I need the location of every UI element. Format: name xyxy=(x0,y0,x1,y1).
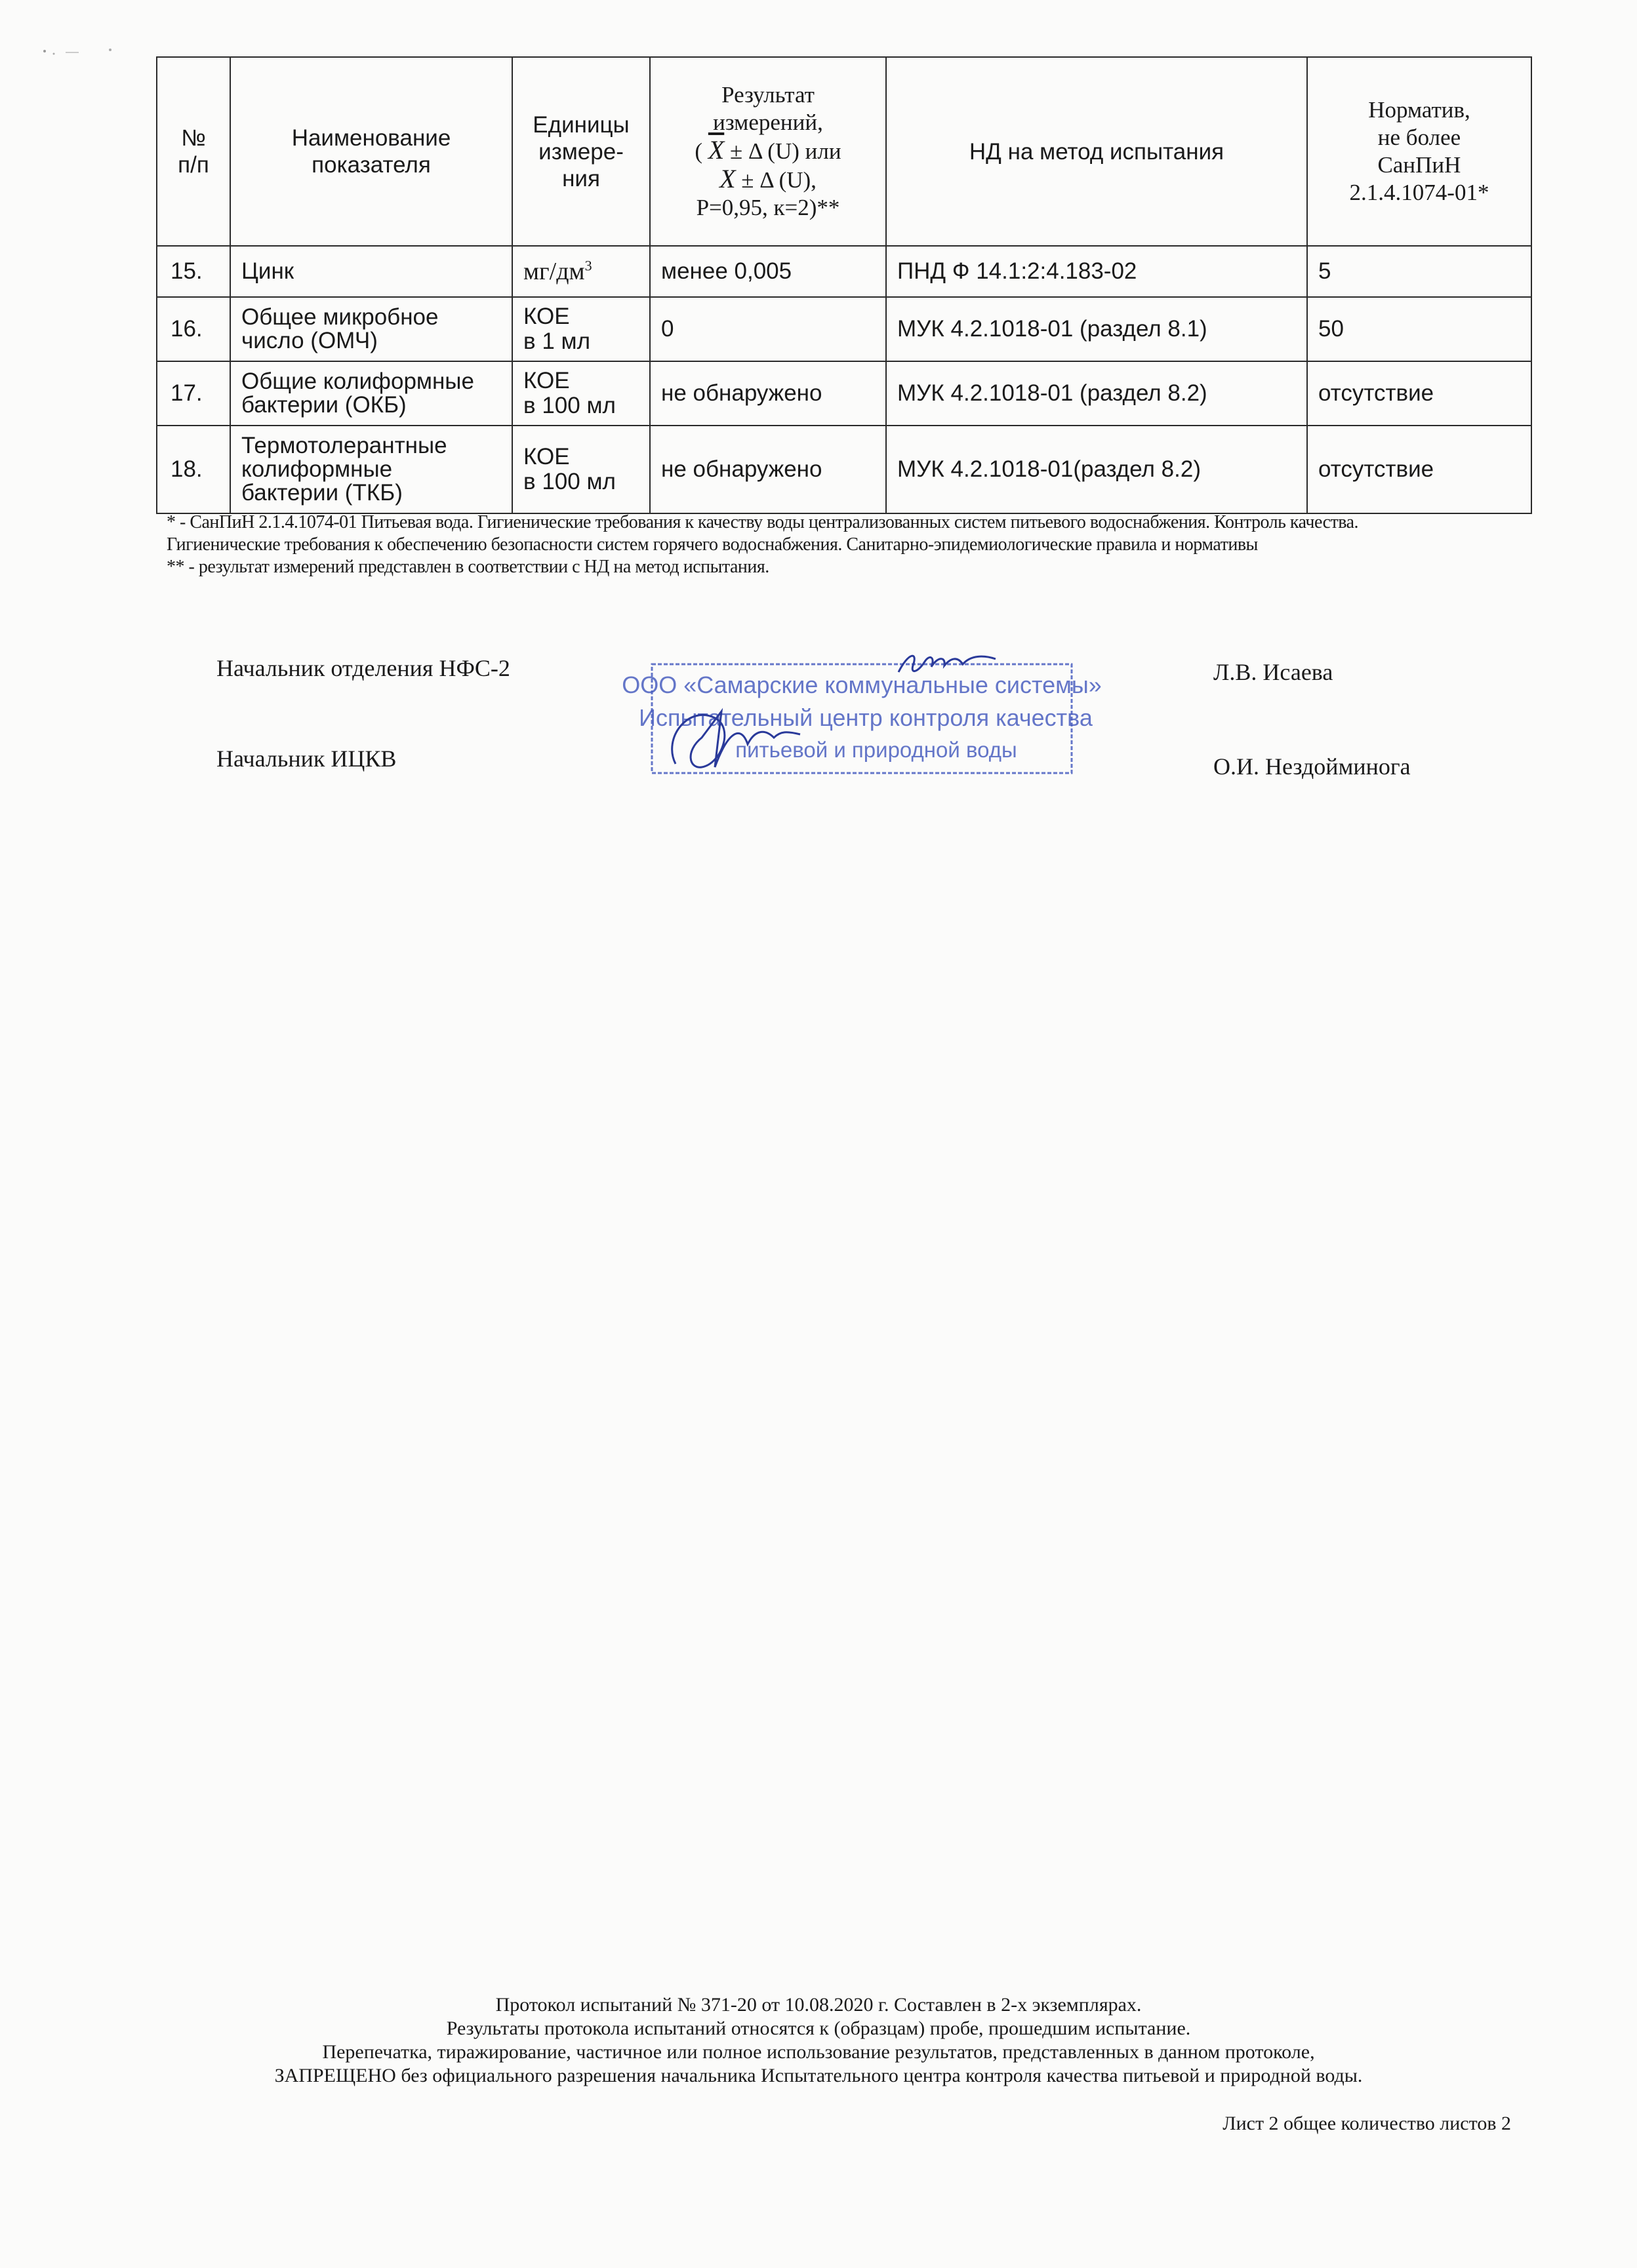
signer-name-nezdoyminoga: О.И. Нездойминога xyxy=(1213,753,1411,780)
row-units: КОЕ в 100 мл xyxy=(512,426,650,513)
row-units: КОЕ в 100 мл xyxy=(512,361,650,426)
signature-isaeva xyxy=(899,656,996,672)
row-num: 17. xyxy=(157,361,230,426)
row-num: 15. xyxy=(157,246,230,297)
row-result: менее 0,005 xyxy=(650,246,886,297)
signer-title-nfs2: Начальник отделения НФС-2 xyxy=(216,655,510,681)
table-header-row xyxy=(157,57,1531,246)
organization-stamp xyxy=(622,652,1102,777)
row-num: 18. xyxy=(157,426,230,513)
table-row xyxy=(157,246,1531,297)
row-name: Термотолерантные колиформные бактерии (ТКБ) xyxy=(230,426,512,513)
protocol-footer xyxy=(0,1993,1637,2088)
signer-name-isaeva: Л.В. Исаева xyxy=(1213,659,1333,685)
header-norm: Норматив, не более СанПиН 2.1.4.1074-01* xyxy=(1307,57,1531,246)
row-method: МУК 4.2.1018-01 (раздел 8.1) xyxy=(886,297,1307,361)
header-method: НД на метод испытания xyxy=(886,57,1307,246)
row-name: Общее микробное число (ОМЧ) xyxy=(230,297,512,361)
table-row xyxy=(157,297,1531,361)
row-num: 16. xyxy=(157,297,230,361)
stamp-line-1: ООО «Самарские коммунальные системы» xyxy=(622,671,1102,698)
footnote-sanpin: * - СанПиН 2.1.4.1074-01 Питьевая вода. Гигиенические требования к качеству воды централизованных систем питьевого водоснабжения. Контроль качества. xyxy=(167,512,1359,532)
header-result: Результат измерений, ( $\overline{X} \pm \Delta$ (U) или X ± Δ (U), P=0,95, к=2)** xyxy=(650,57,886,246)
row-norm: отсутствие xyxy=(1307,426,1531,513)
stamp-line-2: Испытательный центр контроля качества xyxy=(639,704,1093,731)
results-table xyxy=(156,56,1532,514)
row-method: МУК 4.2.1018-01 (раздел 8.2) xyxy=(886,361,1307,426)
scan-speck xyxy=(39,46,118,59)
footer-line-reprint: Перепечатка, тиражирование, частичное или полное использование результатов, представленных в данном протоколе, xyxy=(322,2041,1315,2063)
table-footnotes xyxy=(167,511,1544,578)
row-norm: 5 xyxy=(1307,246,1531,297)
row-result: 0 xyxy=(650,297,886,361)
row-method: ПНД Ф 14.1:2:4.183-02 xyxy=(886,246,1307,297)
row-result: не обнаружено xyxy=(650,426,886,513)
header-num: № п/п xyxy=(157,57,230,246)
signer-title-ickv: Начальник ИЦКВ xyxy=(216,746,397,772)
row-name: Цинк xyxy=(230,246,512,297)
header-name: Наименование показателя xyxy=(230,57,512,246)
footnote-measurement: ** - результат измерений представлен в соответствии с НД на метод испытания. xyxy=(167,557,769,577)
sheet-number: Лист 2 общее количество листов 2 xyxy=(1223,2113,1511,2134)
row-units: КОЕ в 1 мл xyxy=(512,297,650,361)
stamp-line-3: питьевой и природной воды xyxy=(735,738,1017,762)
row-method: МУК 4.2.1018-01(раздел 8.2) xyxy=(886,426,1307,513)
row-norm: отсутствие xyxy=(1307,361,1531,426)
row-norm: 50 xyxy=(1307,297,1531,361)
row-name: Общие колиформные бактерии (ОКБ) xyxy=(230,361,512,426)
row-units: $мг/дм^3$ xyxy=(512,246,650,297)
table-row xyxy=(157,361,1531,426)
header-units: Единицы измере- ния xyxy=(512,57,650,246)
footer-line-results: Результаты протокола испытаний относятся к (образцам) пробе, прошедшим испытание. xyxy=(446,2018,1191,2039)
table-row xyxy=(157,426,1531,513)
footnote-sanpin-continued: Гигиенические требования к обеспечению безопасности систем горячего водоснабжения. Санитарно-эпидемиологические правила и нормативы xyxy=(167,534,1258,555)
footer-line-protocol: Протокол испытаний № 371-20 от 10.08.2020 г. Составлен в 2-х экземплярах. xyxy=(495,1994,1142,2016)
footer-line-prohibited: ЗАПРЕЩЕНО без официального разрешения начальника Испытательного центра контроля качества питьевой и природной воды. xyxy=(274,2065,1363,2086)
row-result: не обнаружено xyxy=(650,361,886,426)
